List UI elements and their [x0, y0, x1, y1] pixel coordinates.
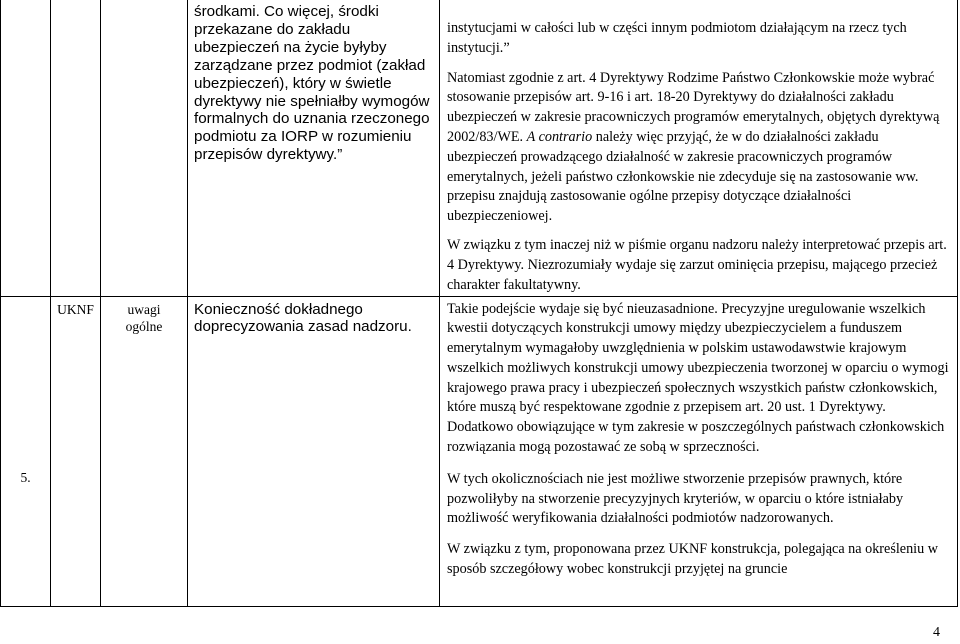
row-number-cell [1, 296, 51, 606]
text-span: Natomiast zgodnie z art. 4 Dyrektywy Rodzime Państwo Członkowskie może wybrać stosowanie przepisów art. 9-16 i art. 18-20 Dyrektywy do działalności zakładu ubezpieczeń w zakresie pracowniczych programów emerytalnych, objętych dyrektywą 2002/83/WE. [447, 69, 940, 145]
text-span: należy więc przyjąć, że w do działalności zakładu ubezpieczeń prowadzącego działalność w zakresie pracowniczych programów emerytalnych, jeżeli państwo członkowskie nie zdecyduje się na zastosowanie ww. przepisu znajdują zastosowanie ogólne przepisy dotyczące działalności ubezpieczeniowej. [447, 128, 919, 225]
issue-text: Konieczność dokładnego doprecyzowania zasad nadzoru. [194, 300, 412, 336]
italic-text: A contrario [526, 128, 593, 145]
response-text [440, 0, 957, 295]
type-label: uwagi ogólne [125, 301, 163, 334]
organ-cell [51, 0, 101, 296]
response-paragraph: instytucjami w całości lub w części innym podmiotom działającym na rzecz tych instytucji.” [447, 20, 907, 56]
table-row [1, 296, 958, 606]
issue-cell [188, 296, 440, 606]
response-cell [440, 0, 958, 296]
type-cell [101, 0, 188, 296]
response-paragraph: W związku z tym inaczej niż w piśmie organu nadzoru należy interpretować przepis art. 4 Dyrektywy. Niezrozumiały wydaje się zarzut ominięcia przepisu, mającego przecież charakter fakultatywny. [447, 236, 947, 293]
page-number: 4 [933, 625, 940, 640]
response-paragraph [447, 69, 951, 227]
response-text [440, 297, 957, 580]
table-row [1, 0, 958, 296]
organ-label: UKNF [57, 301, 94, 317]
response-cell [440, 296, 958, 606]
organ-cell [51, 296, 101, 606]
row-number-cell [1, 0, 51, 296]
response-paragraph: Takie podejście wydaje się być nieuzasadnione. Precyzyjne uregulowanie wszelkich kwestii dotyczących konstrukcji umowy między ubezpieczycielem a funduszem emerytalnym wymagałoby uwzględnienia w polskim ustawodawstwie krajowym wszelkich możliwych konstrukcji umowy ubezpieczenia tworzonej w oparciu o wymogi krajowego prawa pracy i ubezpieczeń społecznych wszystkich państw członkowskich, które muszą być respektowane zgodnie z przepisem art. 20 ust. 1 Dyrektywy. Dodatkowo obowiązujące w tym zakresie w poszczególnych państwach członkowskich rozwiązania mogą pozostawać ze sobą w sprzeczności. [447, 300, 949, 456]
row-number: 5. [20, 470, 31, 485]
issue-text: środkami. Co więcej, środki przekazane do zakładu ubezpieczeń na życie byłyby zarządzane przez podmiot (zakład ubezpieczeń), który w świetle dyrektywy nie spełniałby wymogów formalnych do uznania rzeczonego podmiotu za IORP w rozumieniu przepisów dyrektywy.” [194, 3, 430, 164]
issue-cell [188, 0, 440, 296]
response-paragraph: W tych okolicznościach nie jest możliwe stworzenie przepisów prawnych, które pozwoliłyby na stworzenie precyzyjnych kryteriów, w oparciu o które istniałaby możliwość weryfikowania działalności podmiotów nadzorowanych. [447, 470, 904, 527]
response-paragraph: W związku z tym, proponowana przez UKNF konstrukcja, polegająca na określeniu w sposób szczegółowy wobec konstrukcji przyjętej na gruncie [447, 541, 939, 578]
type-cell [101, 296, 188, 606]
